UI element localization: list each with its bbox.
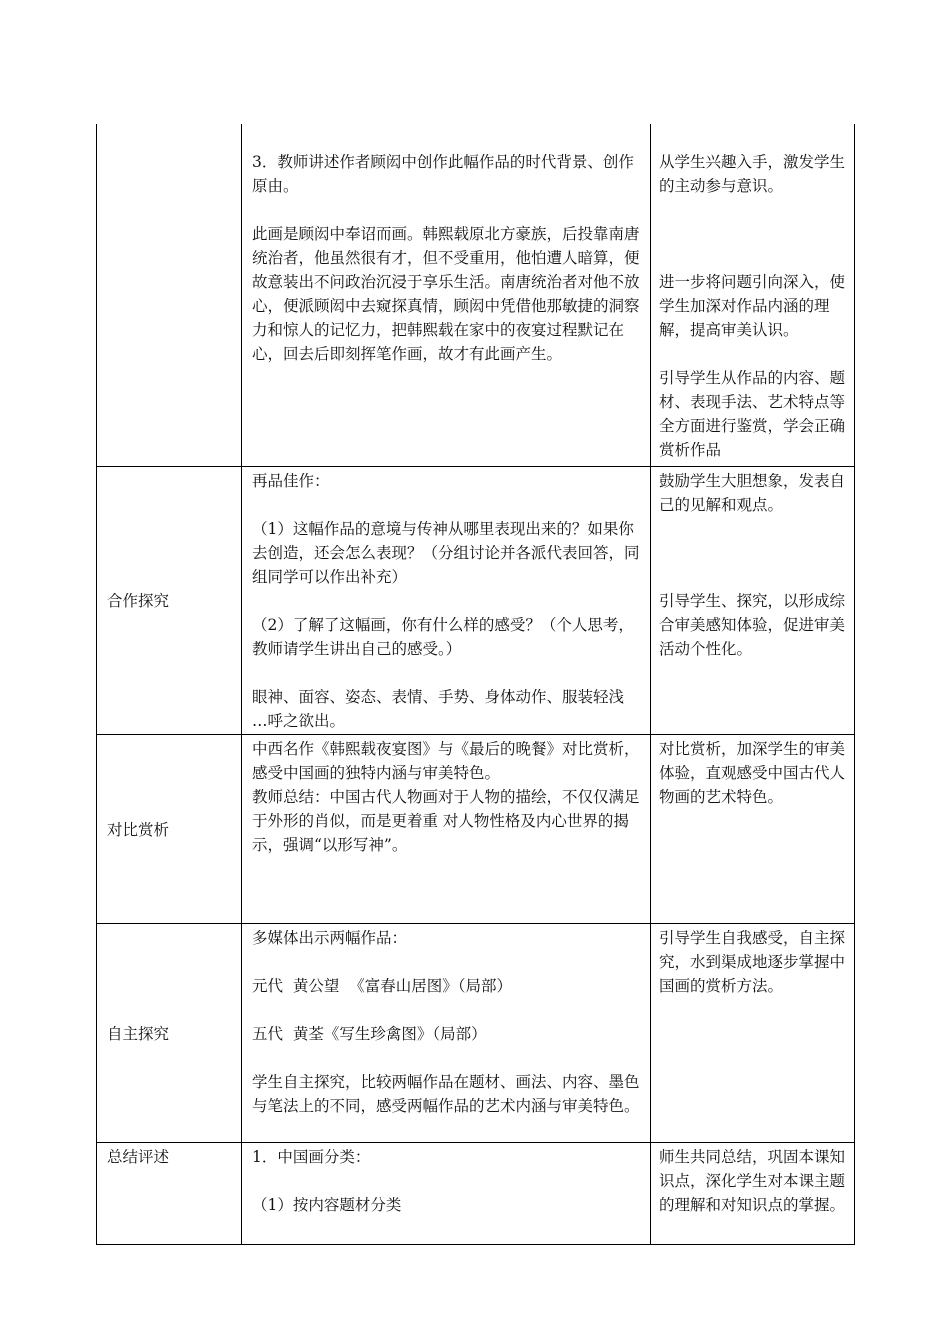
lesson-plan-table — [96, 124, 855, 1245]
intent-paragraph: 师生共同总结，巩固本课知识点，深化学生对本课主题的理解和对知识点的掌握。 — [659, 1147, 846, 1214]
content-paragraph: 学生自主探究，比较两幅作品在题材、画法、内容、墨色与笔法上的不同，感受两幅作品的艺术内涵与审美特色。 — [252, 1072, 640, 1115]
content-paragraph: （2）了解了这幅画，你有什么样的感受？（个人思考，教师请学生讲出自己的感受。） — [252, 615, 634, 658]
stage-cell — [97, 124, 242, 466]
stage-label: 对比赏析 — [107, 820, 170, 839]
content-cell — [242, 923, 651, 1142]
stage-cell — [97, 1142, 242, 1244]
intent-paragraph: 引导学生从作品的内容、题材、表现手法、艺术特点等全方面进行鉴赏，学会正确赏析作品 — [659, 369, 846, 459]
intent-paragraph: 鼓励学生大胆想象，发表自己的见解和观点。 — [659, 471, 846, 514]
content-paragraph: （1）这幅作品的意境与传神从哪里表现出来的？如果你去创造，还会怎么表现？（分组讨论并各派代表回答，同组同学可以作出补充） — [252, 519, 640, 586]
content-cell — [242, 124, 651, 466]
content-paragraph: 1．中国画分类： — [252, 1147, 371, 1166]
stage-cell — [97, 923, 242, 1142]
stage-label: 总结评述 — [107, 1147, 170, 1166]
intent-paragraph: 对比赏析，加深学生的审美体验，直观感受中国古代人物画的艺术特色。 — [659, 739, 846, 806]
content-paragraph: 眼神、面容、姿态、表情、手势、身体动作、服装轻浅 …呼之欲出。 — [252, 687, 625, 730]
content-paragraph: 教师总结：中国古代人物画对于人物的描绘，不仅仅满足于外形的肖似，而是更着重 对人物性格及内心世界的揭示，强调“以形写神”。 — [252, 787, 640, 854]
content-cell — [242, 466, 651, 734]
table-row — [97, 734, 855, 923]
content-paragraph: 3．教师讲述作者顾闳中创作此幅作品的时代背景、创作原由。 — [252, 153, 634, 195]
content-cell — [242, 734, 651, 923]
intent-paragraph: 引导学生、探究，以形成综合审美感知体验，促进审美活动个性化。 — [659, 591, 846, 658]
content-paragraph: 此画是顾闳中奉诏而画。韩熙载原北方豪族，后投靠南唐统治者，他虽然很有才，但不受重用，他怕遭人暗算，便故意装出不问政治沉浸于享乐生活。南唐统治者对他不放心，便派顾闳中去窥探真情，顾闳中凭借他那敏捷的洞察力和惊人的记忆力，把韩熙载在家中的夜宴过程默记在心，回去后即刻挥笔作画，故才有此画产生。 — [252, 225, 640, 363]
content-paragraph: 再品佳作： — [252, 471, 330, 490]
stage-cell — [97, 466, 242, 734]
intent-paragraph: 从学生兴趣入手，激发学生的主动参与意识。 — [659, 153, 846, 195]
content-paragraph: （1）按内容题材分类 — [252, 1195, 402, 1214]
intent-paragraph: 引导学生自我感受，自主探究，水到渠成地逐步掌握中国画的赏析方法。 — [659, 928, 846, 995]
intent-cell — [651, 124, 855, 466]
intent-cell — [651, 923, 855, 1142]
intent-cell — [651, 466, 855, 734]
table-row — [97, 923, 855, 1142]
stage-cell — [97, 734, 242, 923]
table-row — [97, 124, 855, 466]
content-paragraph: 中西名作《韩熙载夜宴图》与《最后的晚餐》对比赏析，感受中国画的独特内涵与审美特色。 — [252, 739, 640, 782]
intent-paragraph: 进一步将问题引向深入，使学生加深对作品内涵的理解，提高审美认识。 — [659, 273, 846, 339]
stage-label: 自主探究 — [107, 1024, 170, 1043]
table-row — [97, 466, 855, 734]
stage-label: 合作探究 — [107, 592, 170, 610]
content-cell — [242, 1142, 651, 1244]
content-paragraph: 元代 黄公望 《富春山居图》（局部） — [252, 976, 512, 995]
content-paragraph: 多媒体出示两幅作品： — [252, 928, 408, 947]
table-row — [97, 1142, 855, 1244]
intent-cell — [651, 734, 855, 923]
content-paragraph: 五代 黄荃《写生珍禽图》（局部） — [252, 1024, 487, 1043]
intent-cell — [651, 1142, 855, 1244]
